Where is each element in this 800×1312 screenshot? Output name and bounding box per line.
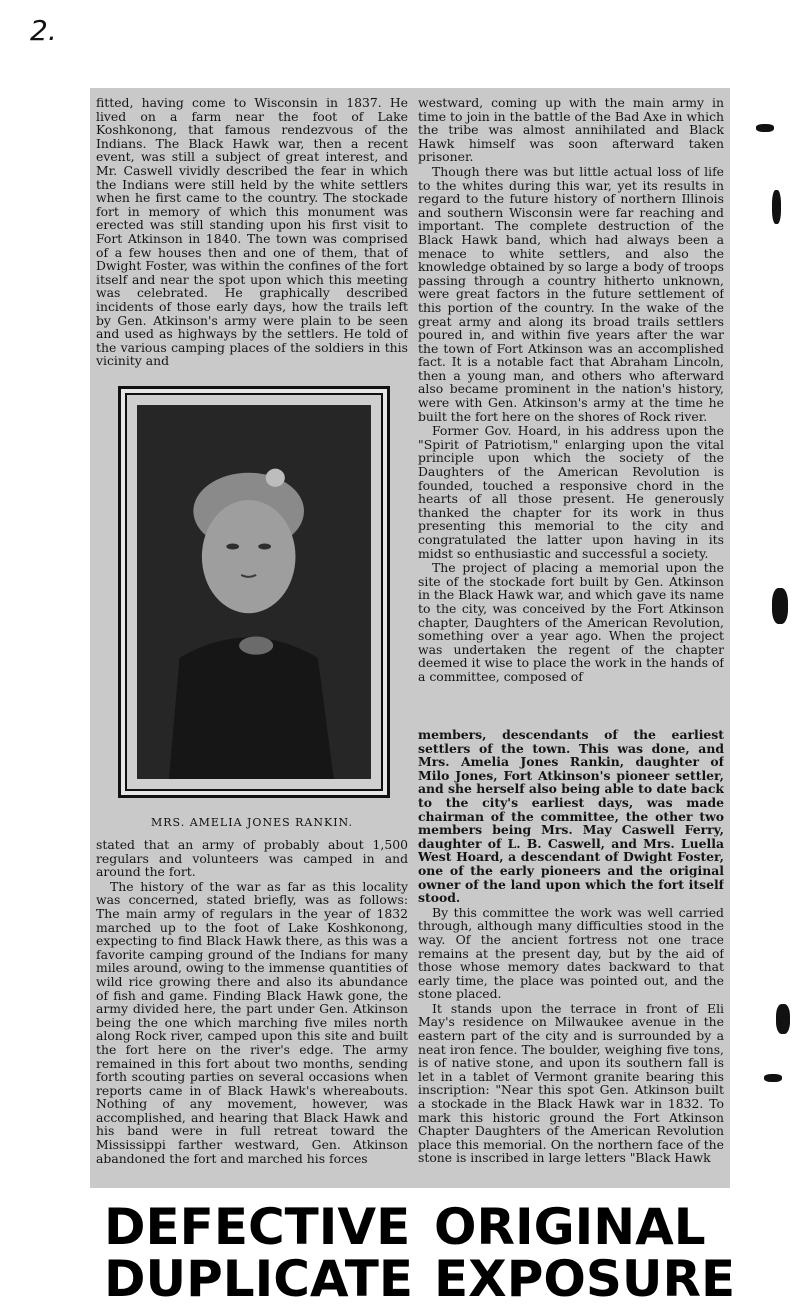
paragraph: The project of placing a memorial upon the site of the stockade fort built by Gen. Atkinson in the Black Hawk war, and which gave its name to the city, was conceived by the Fort Atkinson chapter, Daughters of the American Revolution, something over a year ago. When the project was undertaken the regent of the chapter deemed it wise to place the work in the hands of a committee, composed of: [418, 560, 724, 684]
column-right-top: [418, 96, 724, 726]
scan-speck: [776, 1004, 790, 1034]
paragraph: Former Gov. Hoard, in his address upon the "Spirit of Patriotism," enlarging upon the vital principle upon which the society of the Daughters of the American Revolution is founded, touched a responsive chord in the hearts of all those present. He generously thanked the chapter for its work in thus presenting this memorial to the city and congratulated the latter upon having in its midst so enthusiastic and successful a society.: [418, 423, 724, 561]
paragraph: westward, coming up with the main army in time to join in the battle of the Bad Axe in which the tribe was almost annihilated and Black Hawk himself was soon afterward taken prisoner.: [418, 96, 724, 165]
portrait-illustration: [137, 405, 371, 779]
portrait-frame: [118, 386, 390, 798]
scan-speck: [772, 588, 788, 624]
defective-original-banner: [96, 1196, 736, 1308]
portrait-caption: MRS. AMELIA JONES RANKIN.: [151, 816, 353, 829]
paragraph: stated that an army of probably about 1,500 regulars and volunteers was camped in and around the fort.: [96, 838, 408, 880]
column-left-bottom: [96, 838, 408, 1188]
banner-word: DEFECTIVE: [104, 1198, 411, 1256]
banner-word: EXPOSURE: [434, 1250, 736, 1308]
scan-speck: [772, 190, 781, 224]
paragraph: The history of the war as far as this locality was concerned, stated briefly, was as follows: The main army of regulars in the year of 1832 marched up to the foot of Lake Koshkonong, expecting to find Black Hawk there, as this was a favorite camping ground of the Indians for many miles around, owing to the immense quantities of wild rice growing there and also its abundance of fish and game. Finding Black Hawk gone, the army divided here, the part under Gen. Atkinson being the one which marching five miles north along Rock river, camped upon this site and built the fort here on the river's edge. The army remained in this fort about two months, sending forth scouting parties on several occasions when reports came in of Black Hawk's whereabouts. Nothing of any movement, however, was accomplished, and hearing that Black Hawk and his band were in full retreat toward the Mississippi farther westward, Gen. Atkinson abandoned the fort and marched his forces: [96, 878, 408, 1166]
scan-speck: [764, 1074, 782, 1082]
portrait-photo: [137, 405, 371, 779]
paragraph: members, descendants of the earliest settlers of the town. This was done, and Mrs. Amelia Jones Rankin, daughter of Milo Jones, Fort Atkinson's pioneer settler, and she herself also being able to date back to the city's earliest days, was made chairman of the committee, the other two members being Mrs. May Caswell Ferry, daughter of L. B. Caswell, and Mrs. Luella West Hoard, a descendant of Dwight Foster, one of the early pioneers and the original owner of the land upon which the fort itself stood.: [418, 728, 724, 906]
banner-word: DUPLICATE: [104, 1250, 413, 1308]
paragraph: It stands upon the terrace in front of Eli May's residence on Milwaukee avenue in the eastern part of the city and is surrounded by a neat iron fence. The boulder, weighing five tons, is of native stone, and upon its southern fall is let in a tablet of Vermont granite bearing this inscription: "Near this spot Gen. Atkinson built a stockade in the Black Hawk war in 1832. To mark this historic ground the Fort Atkinson Chapter Daughters of the American Revolution place this memorial. On the northern face of the stone is inscribed in large letters "Black Hawk: [418, 1000, 724, 1166]
paragraph: Though there was but little actual loss of life to the whites during this war, yet its results in regard to the future history of northern Illinois and southern Wisconsin were far reaching and important. The complete destruction of the Black Hawk band, which had always been a menace to white settlers, and also the knowledge obtained by so large a body of troops passing through a country hitherto unknown, were great factors in the future settlement of this portion of the country. In the wake of the great army and along its broad trails settlers poured in, and within five years after the war the town of Fort Atkinson was an accomplished fact. It is a notable fact that Abraham Lincoln, then a young man, and others who afterward also became prominent in the nation's history, were with Gen. Atkinson's army at the time he built the fort here on the shores of Rock river.: [418, 163, 724, 424]
paragraph: fitted, having come to Wisconsin in 1837. He lived on a farm near the foot of Lake Koshkonong, that famous rendezvous of the Indians. The Black Hawk war, then a recent event, was still a subject of great interest, and Mr. Caswell vividly described the fear in which the Indians were still held by the white settlers when he first came to the country. The stockade fort in memory of which this monument was erected was still standing upon his first visit to Fort Atkinson in 1840. The town was comprised of a few houses then and one of them, that of Dwight Foster, was within the confines of the fort itself and near the spot upon which this meeting was celebrated. He graphically described incidents of those early days, how the trails left by Gen. Atkinson's army were plain to be seen and used as highways by the settlers. He told of the various camping places of the soldiers in this vicinity and: [96, 96, 408, 369]
banner-word: ORIGINAL: [434, 1198, 706, 1256]
scan-speck: [756, 124, 774, 132]
column-left-top: [96, 96, 408, 386]
page-number: 2.: [30, 14, 57, 47]
column-right-bottom: [418, 728, 724, 1188]
paragraph: By this committee the work was well carried through, although many difficulties stood in the way. Of the ancient fortress not one trace remains at the present day, but by the aid of those whose memory dates backward to that early time, the place was pointed out, and the stone placed.: [418, 904, 724, 1002]
